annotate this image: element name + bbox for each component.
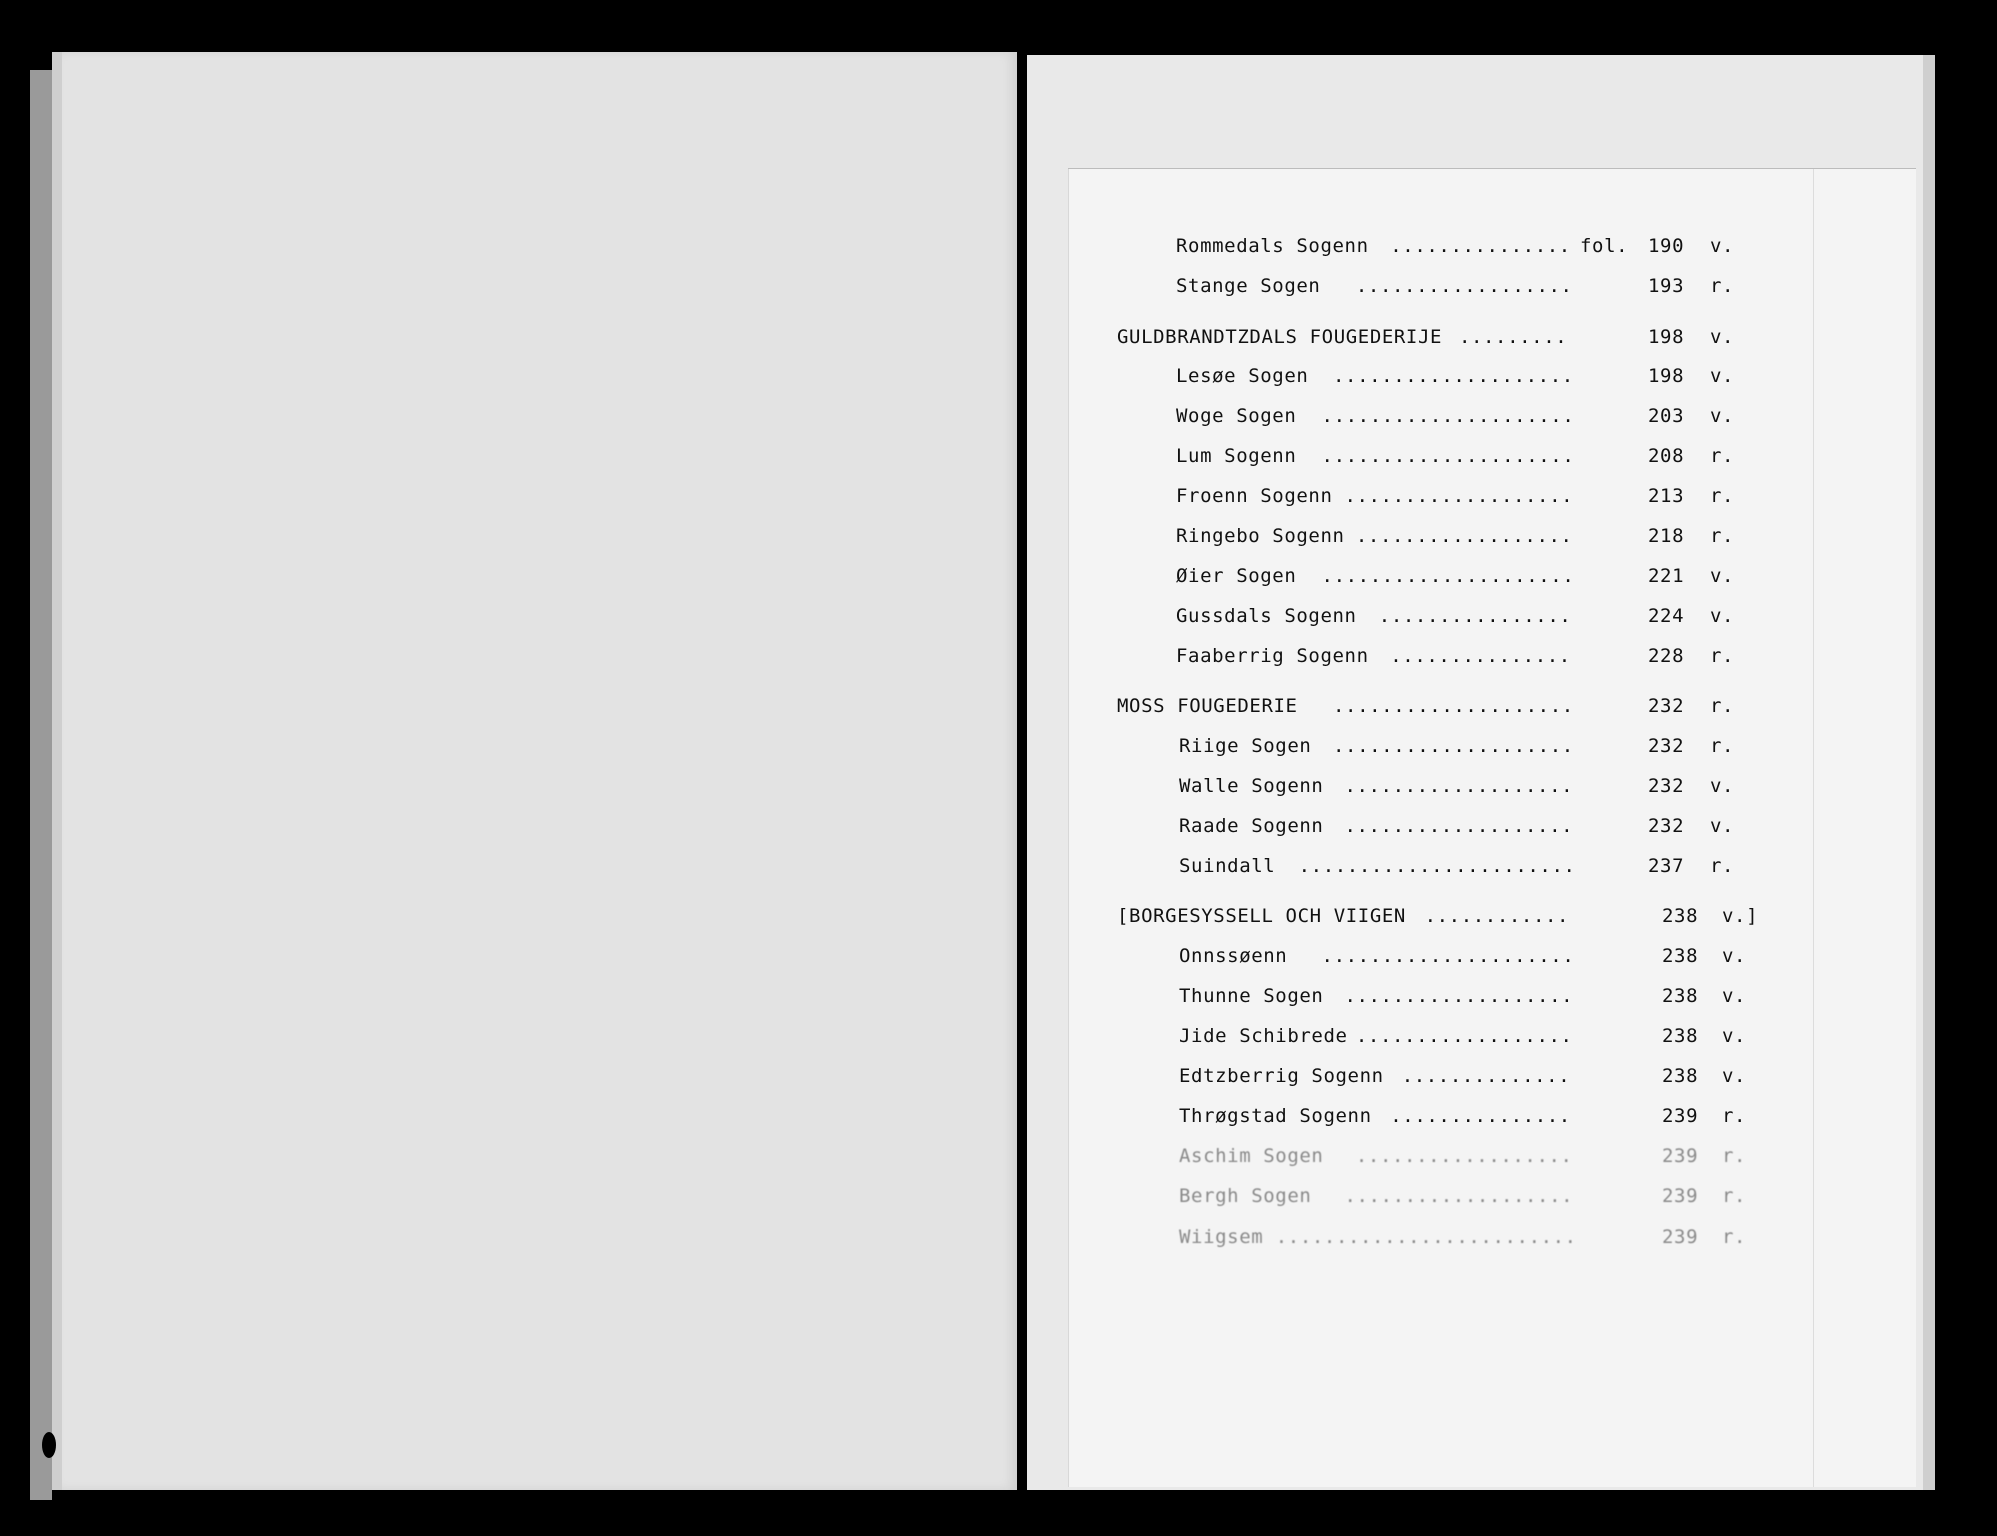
leader-dots: ..................... xyxy=(1321,405,1575,427)
folio-number: 238 xyxy=(1662,1065,1699,1087)
entry-label: Stange Sogen xyxy=(1176,275,1321,297)
folio-number: 232 xyxy=(1648,735,1685,757)
recto-verso-mark: r. xyxy=(1710,485,1735,507)
folio-number: 198 xyxy=(1648,326,1685,348)
entry-label: GULDBRANDTZDALS FOUGEDERIJE xyxy=(1117,326,1443,348)
recto-verso-mark: v. xyxy=(1710,605,1735,627)
leader-dots: ................... xyxy=(1344,815,1574,837)
entry-label: Ringebo Sogenn xyxy=(1176,525,1345,547)
index-entry xyxy=(1117,691,1760,721)
folio-number: 203 xyxy=(1648,405,1685,427)
folio-number: 232 xyxy=(1648,775,1685,797)
index-entry xyxy=(1179,811,1760,841)
folio-number: 228 xyxy=(1648,645,1685,667)
index-entry xyxy=(1179,1101,1760,1131)
recto-verso-mark: r. xyxy=(1710,645,1735,667)
index-entry xyxy=(1179,851,1760,881)
entry-label: Bergh Sogen xyxy=(1179,1185,1312,1207)
leader-dots: .................. xyxy=(1355,1025,1573,1047)
recto-verso-mark: r. xyxy=(1710,525,1735,547)
index-entry xyxy=(1179,1141,1760,1171)
folio-number: 208 xyxy=(1648,445,1685,467)
leader-dots: .................... xyxy=(1333,365,1574,387)
folio-number: 221 xyxy=(1648,565,1685,587)
entry-label: Gussdals Sogenn xyxy=(1176,605,1357,627)
index-entry xyxy=(1179,1021,1760,1051)
folio-number: 238 xyxy=(1662,1025,1699,1047)
leader-dots: ................... xyxy=(1344,1185,1574,1207)
recto-verso-mark: v. xyxy=(1710,365,1735,387)
page-edge-strip xyxy=(1923,55,1935,1490)
folio-abbrev: fol. xyxy=(1580,235,1629,257)
folio-number: 232 xyxy=(1648,815,1685,837)
leader-dots: ..................... xyxy=(1321,445,1575,467)
leader-dots: ............... xyxy=(1390,235,1571,257)
recto-verso-mark: v. xyxy=(1722,945,1747,967)
leader-dots: ....................... xyxy=(1298,855,1576,877)
recto-verso-mark: v. xyxy=(1710,235,1735,257)
entry-label: Suindall xyxy=(1179,855,1276,877)
folio-number: 213 xyxy=(1648,485,1685,507)
entry-label: Faaberrig Sogenn xyxy=(1176,645,1369,667)
leader-dots: .................... xyxy=(1333,735,1574,757)
entry-label: Jide Schibrede xyxy=(1179,1025,1348,1047)
entry-label: Lesøe Sogen xyxy=(1176,365,1309,387)
recto-verso-mark: r. xyxy=(1722,1226,1747,1248)
index-entry xyxy=(1176,231,1760,261)
index-entry xyxy=(1179,1061,1760,1091)
leader-dots: ..................... xyxy=(1321,565,1575,587)
entry-label: Raade Sogenn xyxy=(1179,815,1324,837)
folio-number: 238 xyxy=(1662,945,1699,967)
entry-label: Riige Sogen xyxy=(1179,735,1312,757)
recto-verso-mark: r. xyxy=(1710,695,1735,717)
index-entry xyxy=(1179,1222,1760,1252)
index-entry xyxy=(1176,641,1760,671)
recto-verso-mark: v. xyxy=(1710,565,1735,587)
index-entry xyxy=(1176,561,1760,591)
leader-dots: .............. xyxy=(1401,1065,1571,1087)
book-edge xyxy=(30,70,52,1500)
recto-verso-mark: v. xyxy=(1722,985,1747,1007)
entry-label: Froenn Sogenn xyxy=(1176,485,1333,507)
folio-number: 239 xyxy=(1662,1105,1699,1127)
folio-number: 224 xyxy=(1648,605,1685,627)
index-entry xyxy=(1179,731,1760,761)
index-entry xyxy=(1176,521,1760,551)
card-left-rule xyxy=(1068,169,1069,1487)
leader-dots: ......................... xyxy=(1275,1226,1577,1248)
index-entry xyxy=(1176,361,1760,391)
index-entry xyxy=(1176,401,1760,431)
leader-dots: ............... xyxy=(1390,645,1571,667)
recto-verso-mark: r. xyxy=(1722,1145,1747,1167)
recto-verso-mark: r. xyxy=(1710,855,1735,877)
left-page-blank xyxy=(52,52,1017,1490)
entry-label: Walle Sogenn xyxy=(1179,775,1324,797)
index-entry xyxy=(1176,271,1760,301)
folio-number: 198 xyxy=(1648,365,1685,387)
entry-label: Lum Sogenn xyxy=(1176,445,1297,467)
recto-verso-mark: v. xyxy=(1710,405,1735,427)
leader-dots: ......... xyxy=(1458,326,1568,348)
leader-dots: .................... xyxy=(1333,695,1574,717)
folio-number: 239 xyxy=(1662,1185,1699,1207)
folio-number: 193 xyxy=(1648,275,1685,297)
binding-hole xyxy=(42,1432,56,1458)
index-entry xyxy=(1117,901,1760,931)
leader-dots: ................... xyxy=(1344,775,1574,797)
leader-dots: ..................... xyxy=(1321,945,1575,967)
leader-dots: ................... xyxy=(1344,485,1574,507)
leader-dots: ................... xyxy=(1344,985,1574,1007)
recto-verso-mark: r. xyxy=(1710,445,1735,467)
leader-dots: ............ xyxy=(1424,905,1570,927)
recto-verso-mark: v.] xyxy=(1722,905,1759,927)
entry-label: [BORGESYSSELL OCH VIIGEN xyxy=(1117,905,1406,927)
folio-number: 239 xyxy=(1662,1145,1699,1167)
folio-number: 237 xyxy=(1648,855,1685,877)
recto-verso-mark: r. xyxy=(1722,1185,1747,1207)
folio-number: 238 xyxy=(1662,985,1699,1007)
recto-verso-mark: r. xyxy=(1710,275,1735,297)
leader-dots: ............... xyxy=(1390,1105,1571,1127)
entry-label: Rommedals Sogenn xyxy=(1176,235,1369,257)
entry-label: Wiigsem xyxy=(1179,1226,1264,1248)
entry-label: Øier Sogen xyxy=(1176,565,1297,587)
recto-verso-mark: v. xyxy=(1710,775,1735,797)
index-entry xyxy=(1179,771,1760,801)
folio-number: 238 xyxy=(1662,905,1699,927)
index-entry xyxy=(1176,601,1760,631)
folio-number: 239 xyxy=(1662,1226,1699,1248)
index-entry xyxy=(1176,441,1760,471)
entry-label: Thrøgstad Sogenn xyxy=(1179,1105,1372,1127)
recto-verso-mark: v. xyxy=(1710,326,1735,348)
index-entry xyxy=(1179,1181,1760,1211)
index-entry xyxy=(1117,322,1760,352)
folio-number: 190 xyxy=(1648,235,1685,257)
leader-dots: .................. xyxy=(1355,1145,1573,1167)
index-entry xyxy=(1179,981,1760,1011)
index-entry xyxy=(1179,941,1760,971)
index-entry xyxy=(1176,481,1760,511)
folio-number: 232 xyxy=(1648,695,1685,717)
recto-verso-mark: v. xyxy=(1722,1065,1747,1087)
recto-verso-mark: v. xyxy=(1722,1025,1747,1047)
entry-label: Thunne Sogen xyxy=(1179,985,1324,1007)
entry-label: Edtzberrig Sogenn xyxy=(1179,1065,1384,1087)
entry-label: Aschim Sogen xyxy=(1179,1145,1324,1167)
leader-dots: .................. xyxy=(1355,275,1573,297)
recto-verso-mark: v. xyxy=(1710,815,1735,837)
recto-verso-mark: r. xyxy=(1722,1105,1747,1127)
folio-number: 218 xyxy=(1648,525,1685,547)
entry-label: Woge Sogen xyxy=(1176,405,1297,427)
leader-dots: ................ xyxy=(1378,605,1572,627)
card-right-rule xyxy=(1813,169,1814,1487)
leader-dots: .................. xyxy=(1355,525,1573,547)
entry-label: MOSS FOUGEDERIE xyxy=(1117,695,1298,717)
entry-label: Onnssøenn xyxy=(1179,945,1288,967)
recto-verso-mark: r. xyxy=(1710,735,1735,757)
